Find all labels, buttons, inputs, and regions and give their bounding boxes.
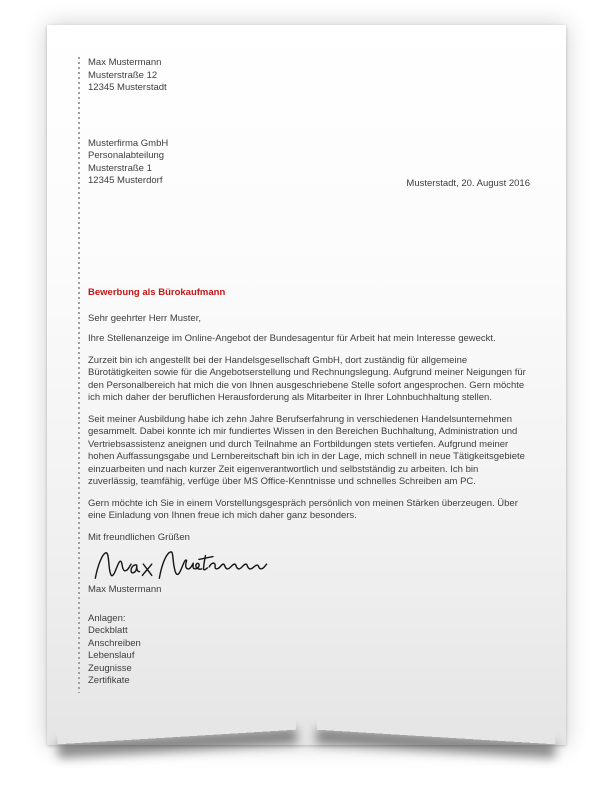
enclosure-item: Lebenslauf <box>88 650 135 661</box>
body-paragraph: Gern möchte ich Sie in einem Vorstellungsgespräch persönlich von meinen Stärken überzeugen. Über eine Einladung von Ihnen freue ich mich daher ganz besonders. <box>88 497 518 521</box>
recipient-department: Personalabteilung <box>88 150 165 161</box>
enclosure-item: Deckblatt <box>88 625 128 636</box>
enclosures-label: Anlagen: <box>88 612 126 624</box>
closing-phrase: Mit freundlichen Grüßen <box>88 531 190 543</box>
sender-city: 12345 Musterstadt <box>88 82 167 93</box>
letter-page <box>47 25 566 745</box>
signature-handwriting-icon <box>88 550 273 582</box>
enclosure-item: Zertifikate <box>88 675 130 686</box>
enclosure-item: Zeugnisse <box>88 662 132 674</box>
printed-name: Max Mustermann <box>88 584 162 595</box>
enclosure-item: Anschreiben <box>88 637 141 649</box>
recipient-company: Musterfirma GmbH <box>88 137 169 149</box>
salutation: Sehr geehrter Herr Muster, <box>88 312 201 324</box>
sender-address-block <box>88 57 530 95</box>
body-paragraph: Seit meiner Ausbildung habe ich zehn Jahre Berufserfahrung in verschiedenen Handelsunternehmen gesammelt. Dabei konnte ich mir fundiertes Wissen in den Bereichen Buchhaltung, Administration und Vertriebsassistenz aneignen und durch Teilnahme an Fortbildungen stets vertiefen. Aufgrund meiner hohen Auffassungsgabe und Lernbereitschaft bin ich in der Lage, mich schnell in neue Tätigkeitsgebiete einzuarbeiten und nach kurzer Zeit eigenverantwortlich und selbstständig zu arbeiten. Ich bin zuverlässig, teamfähig, verfüge über MS Office-Kenntnisse und schnelles Schreiben am PC. <box>88 413 525 487</box>
sender-name: Max Mustermann <box>88 57 162 68</box>
body-paragraph: Zurzeit bin ich angestellt bei der Handelsgesellschaft GmbH, dort zuständig für allgemeine Bürotätigkeiten sowie für die Angebotserstellung und Rechnungslegung. Aufgrund meiner Neigungen für den Personalbereich hat mich die von Ihnen ausgeschriebene Stelle sofort angesprochen. Gern möchte ich mich daher der beruflichen Herausforderung als Mitarbeiter in Ihrer Lohnbuchhaltung stellen. <box>88 354 526 403</box>
recipient-and-date-row <box>88 138 530 188</box>
enclosures-block <box>88 613 530 688</box>
perforation-dotted-line <box>78 57 80 693</box>
sender-street: Musterstraße 12 <box>88 69 158 81</box>
date-line: Musterstadt, 20. August 2016 <box>406 178 530 189</box>
recipient-address-block <box>88 138 168 188</box>
subject-line: Bewerbung als Bürokaufmann <box>88 286 226 298</box>
recipient-street: Musterstraße 1 <box>88 162 152 174</box>
body-paragraph: Ihre Stellenanzeige im Online-Angebot der Bundesagentur für Arbeit hat mein Interesse geweckt. <box>88 333 496 344</box>
recipient-city: 12345 Musterdorf <box>88 175 163 186</box>
